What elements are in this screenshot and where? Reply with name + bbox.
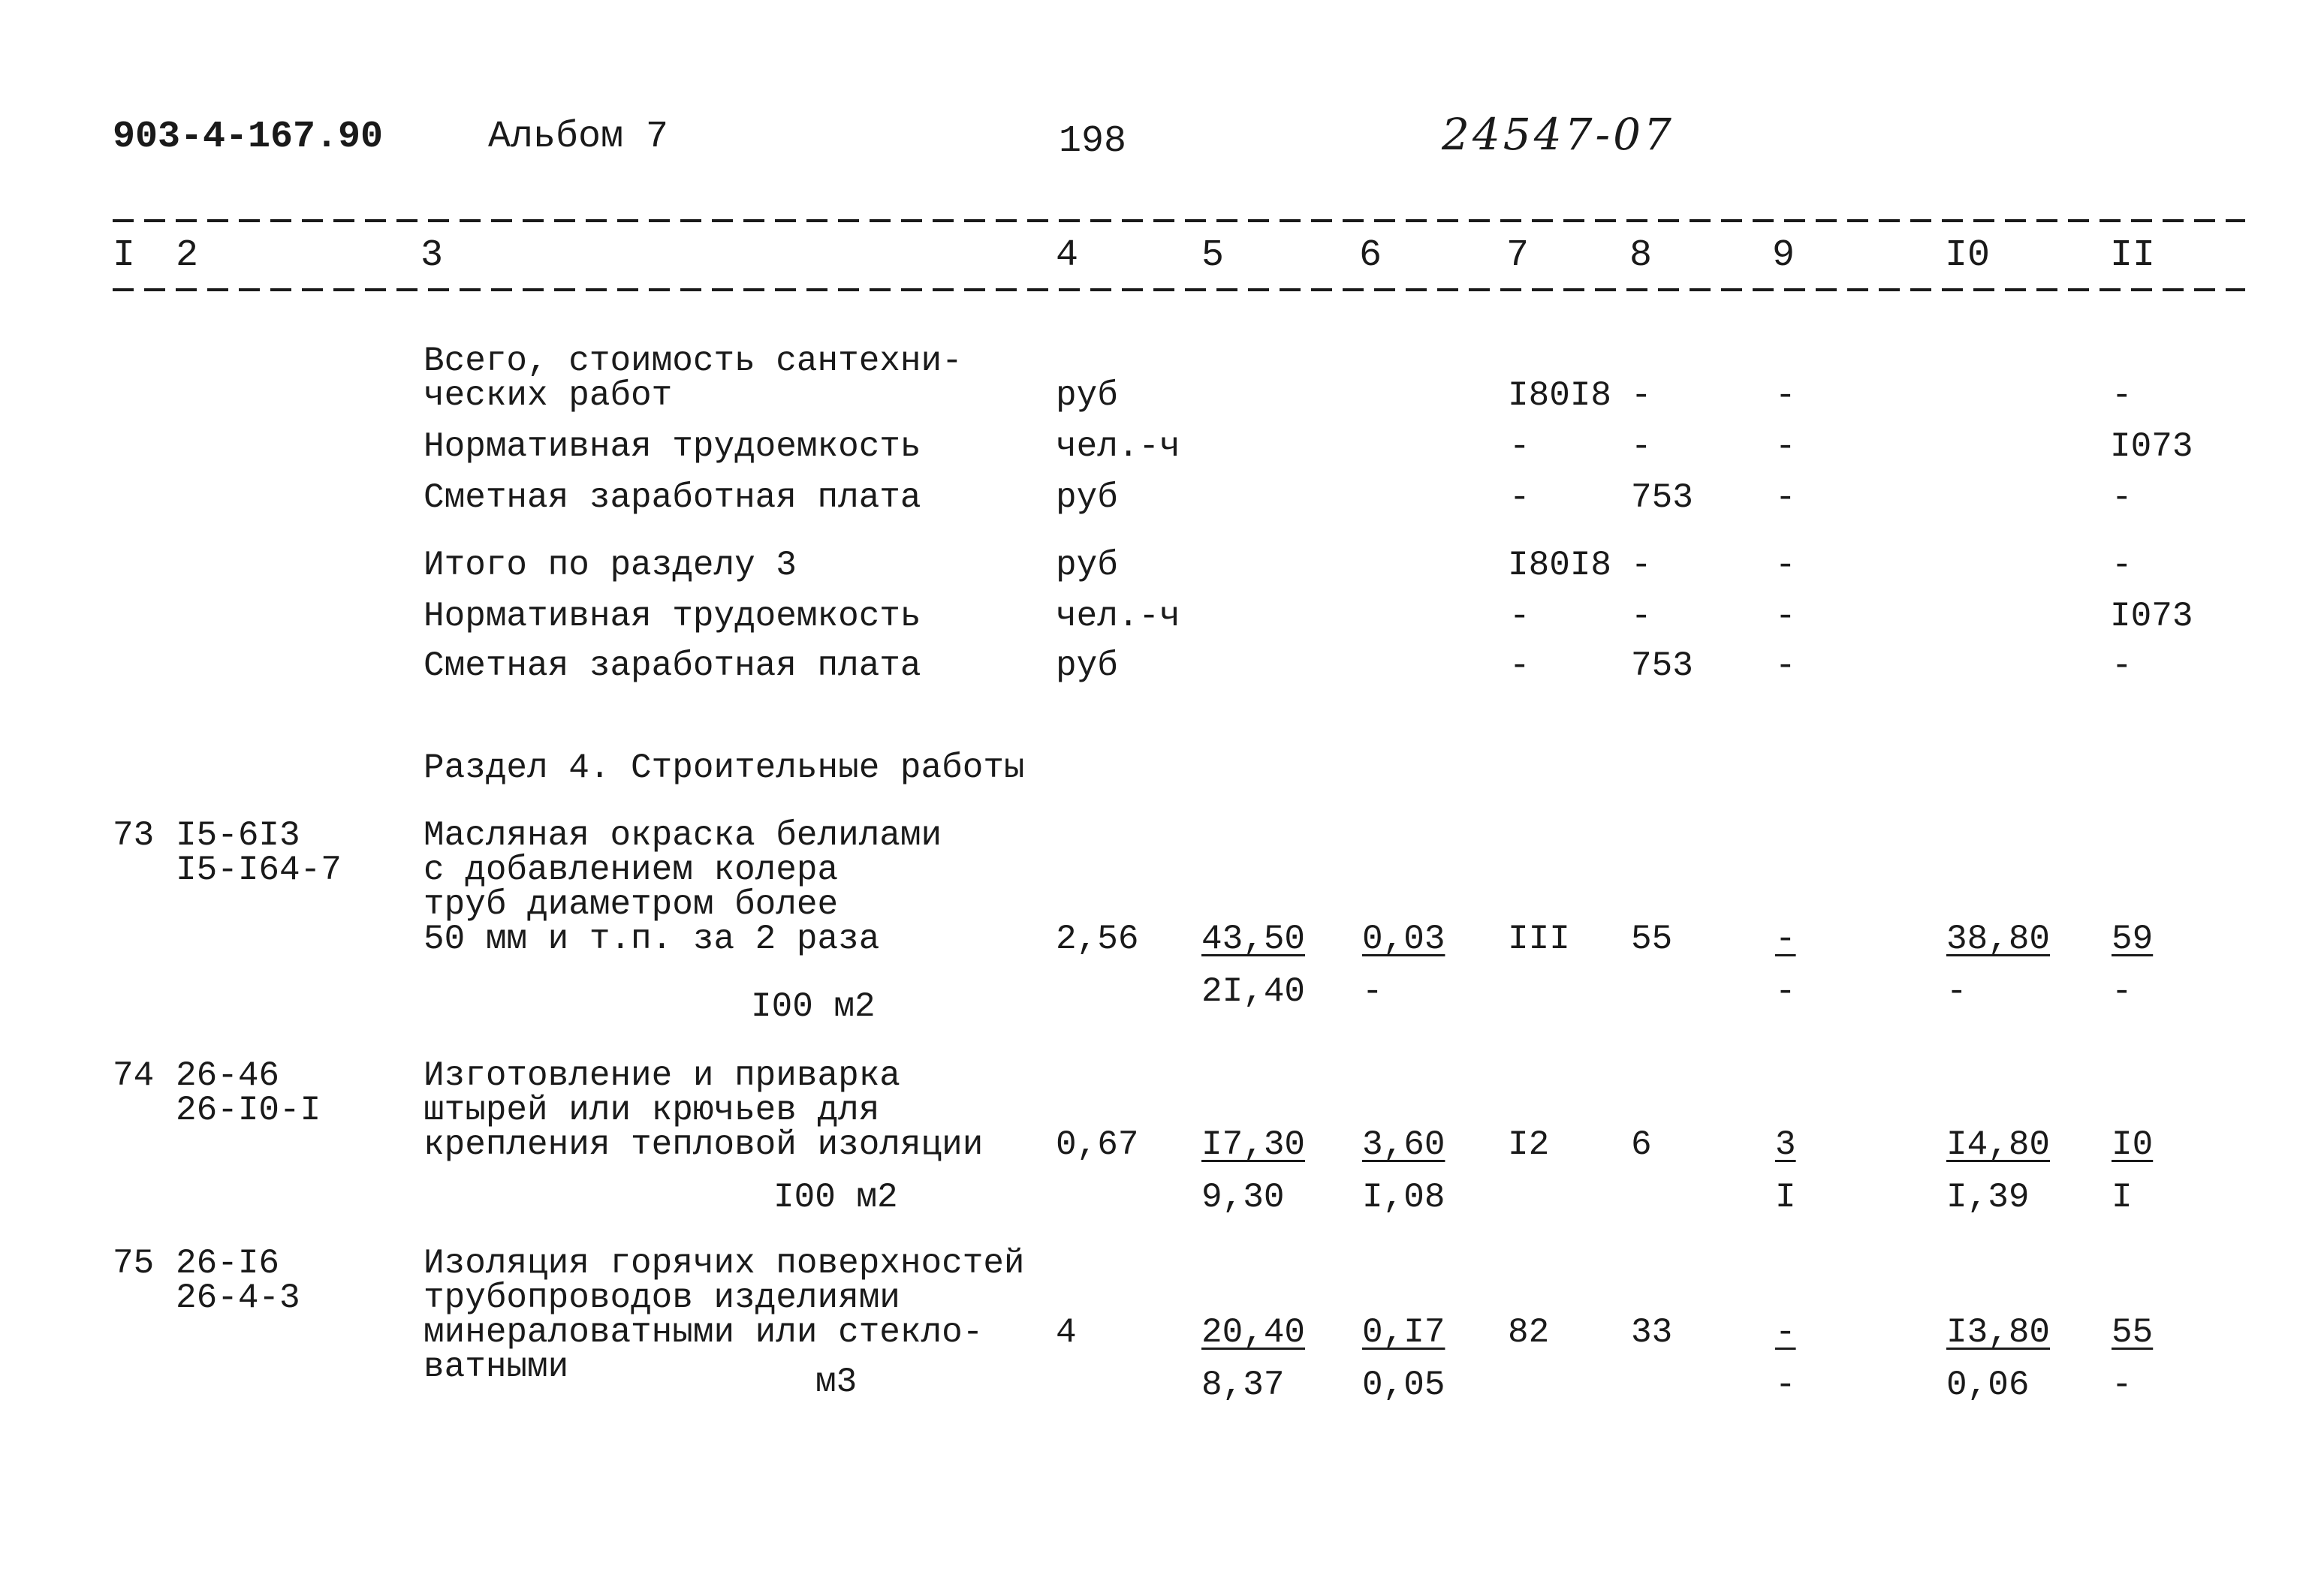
item-code: I5-I64-7 <box>176 851 342 890</box>
item-c11-bottom: I <box>2112 1178 2133 1217</box>
summary-labor-c7: - <box>1509 427 1530 466</box>
summary-total-unit: руб <box>1056 376 1118 415</box>
item-description-line: Изготовление и приварка <box>424 1056 900 1095</box>
summary-labor-unit: чел.-ч <box>1056 427 1180 466</box>
item-number: 74 <box>113 1056 155 1095</box>
summary-labor-label: Нормативная трудоемкость <box>424 427 921 466</box>
item-quantity: 4 <box>1056 1313 1077 1352</box>
item-description-line: трубопроводов изделиями <box>424 1278 900 1317</box>
item-c6-top: 0,03 <box>1362 920 1445 959</box>
col-head-2: 2 <box>176 234 199 277</box>
col-head-4: 4 <box>1056 234 1079 277</box>
summary-labor-c9: - <box>1775 427 1796 466</box>
section3-labor-label: Нормативная трудоемкость <box>424 597 921 636</box>
section3-labor-c8: - <box>1631 597 1652 636</box>
item-c5-top: 43,50 <box>1201 920 1306 959</box>
col-head-9: 9 <box>1772 234 1795 277</box>
section3-wage-c7: - <box>1509 646 1530 685</box>
section3-wage-c11: - <box>2112 646 2133 685</box>
item-c9-top: - <box>1775 920 1796 959</box>
item-description-line: Масляная окраска белилами <box>424 816 942 855</box>
item-c6-bottom: I,08 <box>1362 1178 1445 1217</box>
section3-wage-c8: 753 <box>1631 646 1693 685</box>
item-code: 26-I6 <box>176 1244 280 1283</box>
item-c10-bottom: - <box>1946 972 1967 1011</box>
section3-total-unit: руб <box>1056 546 1118 585</box>
col-head-7: 7 <box>1506 234 1530 277</box>
item-c6-bottom: 0,05 <box>1362 1366 1445 1405</box>
item-quantity: 0,67 <box>1056 1125 1139 1164</box>
item-c11-top: 55 <box>2112 1313 2154 1352</box>
summary-total-c8: - <box>1631 376 1652 415</box>
item-c5-top: I7,30 <box>1201 1125 1306 1164</box>
col-head-3: 3 <box>421 234 444 277</box>
summary-wage-c7: - <box>1509 478 1530 517</box>
item-number: 75 <box>113 1244 155 1283</box>
item-c6-top: 3,60 <box>1362 1125 1445 1164</box>
section3-total-c8: - <box>1631 546 1652 585</box>
item-c8: 55 <box>1631 920 1673 959</box>
album-label: Альбом 7 <box>488 116 669 158</box>
summary-total-label-1: Всего, стоимость сантехни- <box>424 342 963 381</box>
item-c10-top: I4,80 <box>1946 1125 2051 1164</box>
item-c9-bottom: - <box>1775 1366 1796 1405</box>
item-c9-bottom: I <box>1775 1178 1796 1217</box>
summary-wage-c9: - <box>1775 478 1796 517</box>
item-c10-bottom: 0,06 <box>1946 1366 2030 1405</box>
summary-total-c11: - <box>2112 376 2133 415</box>
item-c5-bottom: 9,30 <box>1201 1178 1285 1217</box>
section3-labor-unit: чел.-ч <box>1056 597 1180 636</box>
item-c7: I2 <box>1508 1125 1550 1164</box>
col-head-11: II <box>2110 234 2156 277</box>
col-head-1: I <box>113 234 136 277</box>
item-c11-top: 59 <box>2112 920 2154 959</box>
item-description-line: крепления тепловой изоляции <box>424 1125 984 1164</box>
item-c6-bottom: - <box>1362 972 1383 1011</box>
section3-total-c9: - <box>1775 546 1796 585</box>
summary-labor-c11: I073 <box>2110 427 2193 466</box>
section3-labor-c9: - <box>1775 597 1796 636</box>
inventory-number: 24547-07 <box>1442 109 1674 160</box>
section3-wage-label: Сметная заработная плата <box>424 646 921 685</box>
item-c5-bottom: 8,37 <box>1201 1366 1285 1405</box>
item-c9-top: - <box>1775 1313 1796 1352</box>
item-code: I5-6I3 <box>176 816 300 855</box>
section3-wage-c9: - <box>1775 646 1796 685</box>
summary-total-c9: - <box>1775 376 1796 415</box>
item-description-line: Изоляция горячих поверхностей <box>424 1244 1025 1283</box>
col-head-8: 8 <box>1629 234 1653 277</box>
item-c10-top: I3,80 <box>1946 1313 2051 1352</box>
item-description-line: труб диаметром более <box>424 885 839 924</box>
item-c5-top: 20,40 <box>1201 1313 1306 1352</box>
item-c7: 82 <box>1508 1313 1550 1352</box>
col-head-10: I0 <box>1945 234 1991 277</box>
item-c9-bottom: - <box>1775 972 1796 1011</box>
summary-total-c7: I80I8 <box>1508 376 1612 415</box>
summary-wage-label: Сметная заработная плата <box>424 478 921 517</box>
item-c7: III <box>1508 920 1570 959</box>
col-head-5: 5 <box>1201 234 1225 277</box>
item-unit: I00 м2 <box>773 1178 898 1217</box>
section3-total-label: Итого по разделу 3 <box>424 546 797 585</box>
summary-wage-c8: 753 <box>1631 478 1693 517</box>
item-c9-top: 3 <box>1775 1125 1796 1164</box>
summary-wage-c11: - <box>2112 478 2133 517</box>
col-head-6: 6 <box>1359 234 1382 277</box>
section3-labor-c11: I073 <box>2110 597 2193 636</box>
item-c8: 33 <box>1631 1313 1673 1352</box>
summary-labor-c8: - <box>1631 427 1652 466</box>
item-unit: I00 м2 <box>751 987 876 1026</box>
item-c11-bottom: - <box>2112 1366 2133 1405</box>
item-code: 26-46 <box>176 1056 280 1095</box>
header-rule-bottom <box>113 288 2245 291</box>
section3-total-c7: I80I8 <box>1508 546 1612 585</box>
page-number: 198 <box>1059 120 1127 163</box>
item-number: 73 <box>113 816 155 855</box>
item-quantity: 2,56 <box>1056 920 1139 959</box>
item-description-line: штырей или крючьев для <box>424 1091 880 1130</box>
item-c10-bottom: I,39 <box>1946 1178 2030 1217</box>
item-c10-top: 38,80 <box>1946 920 2051 959</box>
item-code: 26-4-3 <box>176 1278 300 1317</box>
item-code: 26-I0-I <box>176 1091 321 1130</box>
item-c11-top: I0 <box>2112 1125 2154 1164</box>
item-description-line: с добавлением колера <box>424 851 839 890</box>
item-c6-top: 0,I7 <box>1362 1313 1445 1352</box>
section4-title: Раздел 4. Строительные работы <box>424 748 1025 787</box>
item-c5-bottom: 2I,40 <box>1201 972 1306 1011</box>
summary-total-label-2: ческих работ <box>424 376 673 415</box>
section3-labor-c7: - <box>1509 597 1530 636</box>
item-unit: м3 <box>815 1363 858 1402</box>
summary-wage-unit: руб <box>1056 478 1118 517</box>
item-description-line: ватными <box>424 1348 569 1387</box>
header-rule-top <box>113 219 2245 222</box>
document-code: 903-4-167.90 <box>113 116 384 158</box>
item-description-line: минераловатными или стекло- <box>424 1313 984 1352</box>
section3-total-c11: - <box>2112 546 2133 585</box>
item-c11-bottom: - <box>2112 972 2133 1011</box>
item-c8: 6 <box>1631 1125 1652 1164</box>
item-description-line: 50 мм и т.п. за 2 раза <box>424 920 880 959</box>
section3-wage-unit: руб <box>1056 646 1118 685</box>
